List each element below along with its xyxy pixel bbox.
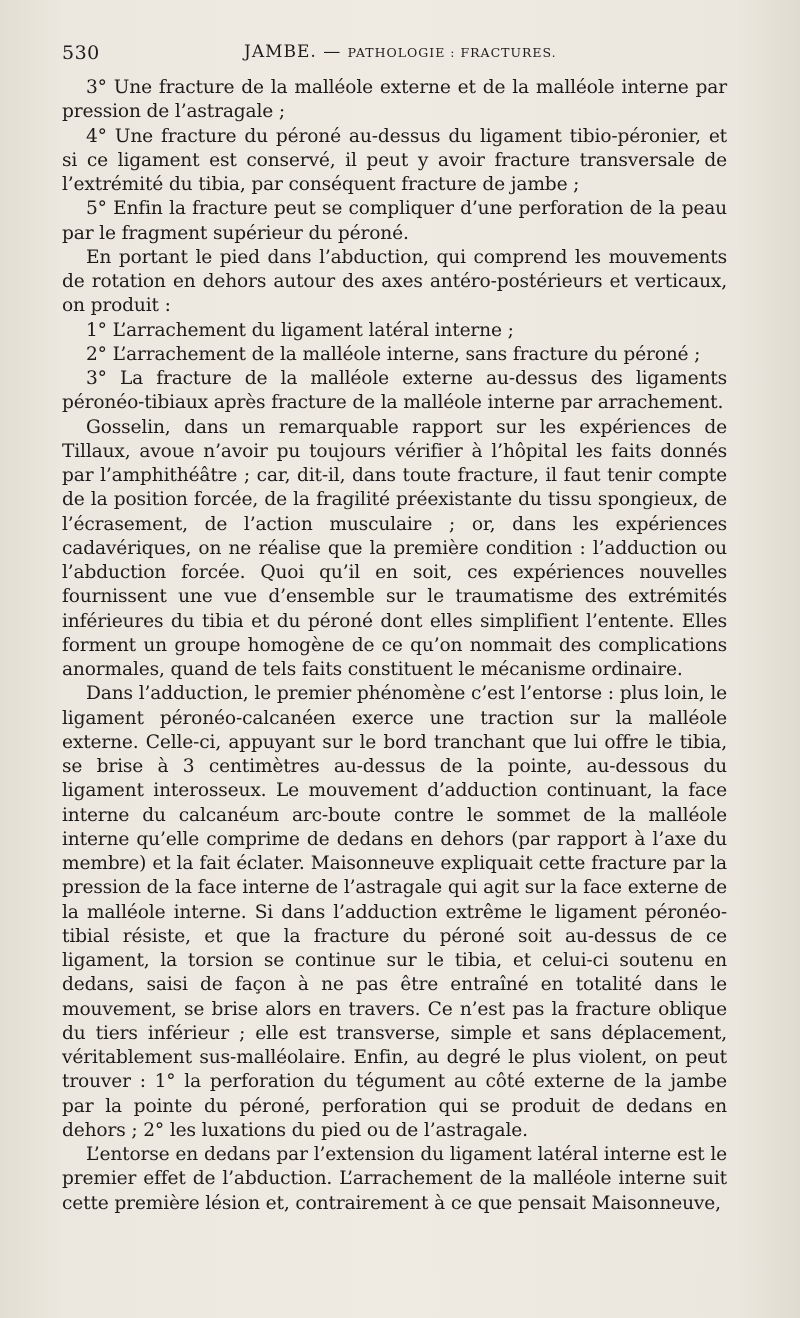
paragraph: 5° Enfin la fracture peut se compliquer d’une perforation de la peau par le fragment supérieur du péroné.	[62, 198, 727, 244]
paragraph: 1° L’arrachement du ligament latéral interne ;	[86, 319, 514, 341]
running-title-main: JAMBE.	[244, 42, 317, 62]
paragraph: 3° La fracture de la malléole externe au-dessus des ligaments péronéo-tibiaux après fracture de la malléole interne par arrachement.	[62, 368, 727, 414]
paragraph: En portant le pied dans l’abduction, qui comprend les mouvements de rotation en dehors autour des axes antéro-postérieurs et verticaux, on produit :	[62, 246, 727, 317]
paragraph: Gosselin, dans un remarquable rapport sur les expériences de Tillaux, avoue n’avoir pu toujours vérifier à l’hôpital les faits donnés par l’amphithéâtre ; car, dit-il, dans toute fracture, il faut tenir compte de la position forcée, de la fragilité préexistante du tissu spongieux, de l’écrasement, de l’action musculaire ; or, dans les expériences cadavériques, on ne réalise que la première condition : l’adduction ou l’abduction forcée. Quoi qu’il en soit, ces expériences nouvelles fournissent une vue d’ensemble sur le traumatisme des extrémités inférieures du tibia et du péroné dont elles simplifient l’entente. Elles forment un groupe homogène de ce qu’on nommait des complications anormales, quand de tels faits constituent le mécanisme ordinaire.	[62, 416, 727, 680]
paragraph: Dans l’adduction, le premier phénomène c’est l’entorse : plus loin, le ligament péronéo-calcanéen exerce une traction sur la malléole externe. Celle-ci, appuyant sur le bord tranchant que lui offre le tibia, se brise à 3 centimètres au-dessus de la pointe, au-dessous du ligament interosseux. Le mouvement d’adduction continuant, la face interne du calcanéum arc-boute contre le sommet de la malléole interne qu’elle comprime de dedans en dehors (par rapport à l’axe du membre) et la fait éclater. Maisonneuve expliquait cette fracture par la pression de la face interne de l’astragale qui agit sur la face externe de la malléole interne. Si dans l’adduction extrême le ligament péronéo-tibial résiste, et que la fracture du péroné soit au-dessus de ce ligament, la torsion se continue sur le tibia, et celui-ci soutenu en dedans, saisi de façon à ne pas être entraîné en totalité dans le mouvement, se brise alors en travers. Ce n’est pas la fracture oblique du tiers inférieur ; elle est transverse, simple et sans déplacement, véritablement sus-malléolaire. Enfin, au degré le plus violent, on peut trouver : 1° la perforation du tégument au côté externe de la jambe par la pointe du péroné, perforation qui se produit de dedans en dehors ; 2° les luxations du pied ou de l’astragale.	[62, 683, 727, 1141]
body-text	[62, 76, 727, 1216]
running-title-dash: —	[316, 42, 348, 62]
running-title	[244, 42, 557, 62]
paragraph: 4° Une fracture du péroné au-dessus du ligament tibio-péronier, et si ce ligament est conservé, il peut y avoir fracture transversale de l’extrémité du tibia, par conséquent fracture de jambe ;	[62, 125, 727, 195]
running-title-section: PATHOLOGIE : FRACTURES.	[347, 45, 557, 60]
paragraph: L’entorse en dedans par l’extension du ligament latéral interne est le premier effet de l’abduction. L’arrachement de la malléole interne suit cette première lésion et, contrairement à ce que pensait Maisonneuve,	[62, 1144, 727, 1214]
paragraph: 3° Une fracture de la malléole externe et de la malléole interne par pression de l’astragale ;	[62, 77, 727, 123]
page-header	[62, 42, 738, 70]
paragraph: 2° L’arrachement de la malléole interne, sans fracture du péroné ;	[86, 343, 701, 365]
page-number: 530	[62, 42, 100, 64]
